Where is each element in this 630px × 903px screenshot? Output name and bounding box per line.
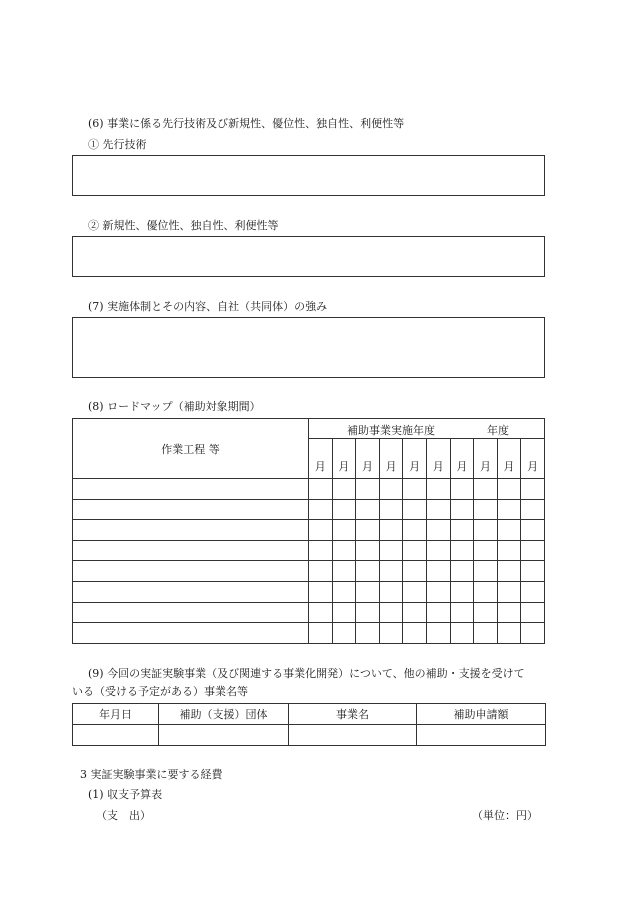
section6-novelty-label: ② 新規性、優位性、独自性、利便性等 [88,219,279,232]
month-cell[interactable] [356,581,380,602]
month-cell[interactable] [309,602,333,623]
month-cell[interactable] [379,623,403,644]
novelty-input-box[interactable] [72,236,545,277]
month-cell[interactable] [497,602,521,623]
month-cell[interactable] [379,581,403,602]
month-cell[interactable] [309,540,333,561]
month-cell[interactable] [521,581,545,602]
month-header: 月 [450,439,474,479]
month-header: 月 [521,439,545,479]
month-cell[interactable] [309,520,333,541]
section9-heading-line1: (9) 今回の実証実験事業（及び関連する事業化開発）について、他の補助・支援を受けて [88,667,525,680]
column-header-date: 年月日 [73,704,159,725]
month-cell[interactable] [309,479,333,500]
column-header-amount: 補助申請額 [417,704,546,725]
roadmap-row [73,499,545,520]
month-cell[interactable] [450,581,474,602]
section6-heading: (6) 事業に係る先行技術及び新規性、優位性、独自性、利便性等 [88,117,405,130]
month-cell[interactable] [497,499,521,520]
month-header: 月 [332,439,356,479]
roadmap-row [73,602,545,623]
month-cell[interactable] [521,561,545,582]
roadmap-row [73,581,545,602]
structure-input-box[interactable] [72,317,545,378]
month-cell[interactable] [403,602,427,623]
roadmap-row [73,479,545,500]
month-cell[interactable] [497,561,521,582]
section3-heading: 3 実証実験事業に要する経費 [80,768,223,781]
work-process-cell[interactable] [73,499,309,520]
month-cell[interactable] [403,540,427,561]
month-cell[interactable] [403,479,427,500]
month-cell[interactable] [521,540,545,561]
month-cell[interactable] [379,499,403,520]
year-suffix-label: 年度 [487,424,509,437]
subsidy-header-row [73,704,546,725]
column-header-project-name: 事業名 [289,704,417,725]
work-process-header: 作業工程 等 [73,419,309,479]
month-cell[interactable] [450,499,474,520]
month-cell[interactable] [450,602,474,623]
month-cell[interactable] [332,499,356,520]
month-cell[interactable] [356,499,380,520]
month-cell[interactable] [332,602,356,623]
month-cell[interactable] [450,479,474,500]
roadmap-row [73,540,545,561]
month-header: 月 [474,439,498,479]
roadmap-row [73,623,545,644]
month-cell[interactable] [497,581,521,602]
month-cell[interactable] [379,520,403,541]
month-cell[interactable] [332,479,356,500]
work-process-cell[interactable] [73,561,309,582]
month-cell[interactable] [356,479,380,500]
expense-label: （支 出） [96,809,151,822]
month-header: 月 [379,439,403,479]
month-cell[interactable] [497,520,521,541]
month-cell[interactable] [309,499,333,520]
month-cell[interactable] [426,499,450,520]
month-header: 月 [356,439,380,479]
month-cell[interactable] [426,581,450,602]
month-cell[interactable] [332,540,356,561]
month-cell[interactable] [332,520,356,541]
month-cell[interactable] [521,623,545,644]
month-cell[interactable] [426,540,450,561]
month-cell[interactable] [497,540,521,561]
month-header: 月 [309,439,333,479]
month-cell[interactable] [474,602,498,623]
work-process-cell[interactable] [73,623,309,644]
month-cell[interactable] [379,602,403,623]
roadmap-row [73,561,545,582]
work-process-cell[interactable] [73,520,309,541]
other-subsidy-table [72,703,546,746]
month-cell[interactable] [356,623,380,644]
month-cell[interactable] [450,561,474,582]
month-cell[interactable] [450,520,474,541]
month-cell[interactable] [521,602,545,623]
roadmap-table [72,418,545,644]
section8-heading: (8) ロードマップ（補助対象期間） [88,400,261,413]
month-cell[interactable] [356,520,380,541]
subsidy-entry-row [73,725,546,746]
month-cell[interactable] [426,479,450,500]
month-cell[interactable] [379,561,403,582]
work-process-cell[interactable] [73,581,309,602]
prior-art-input-box[interactable] [72,155,545,196]
month-cell[interactable] [497,623,521,644]
month-cell[interactable] [426,623,450,644]
month-cell[interactable] [474,520,498,541]
month-cell[interactable] [403,499,427,520]
month-cell[interactable] [426,561,450,582]
work-process-cell[interactable] [73,540,309,561]
month-cell[interactable] [474,540,498,561]
month-cell[interactable] [474,561,498,582]
unit-label: （単位：円） [472,809,538,822]
section9-heading-line2: いる（受ける予定がある）事業名等 [72,685,248,698]
month-cell[interactable] [403,623,427,644]
month-cell[interactable] [332,561,356,582]
month-cell[interactable] [403,581,427,602]
month-cell[interactable] [309,561,333,582]
work-process-cell[interactable] [73,479,309,500]
month-cell[interactable] [450,540,474,561]
budget-table-label: (1) 収支予算表 [88,788,163,801]
section7-heading: (7) 実施体制とその内容、自社（共同体）の強み [88,300,328,313]
month-cell[interactable] [379,479,403,500]
roadmap-row [73,520,545,541]
month-cell[interactable] [309,581,333,602]
month-cell[interactable] [426,602,450,623]
month-cell[interactable] [521,479,545,500]
section6-prior-art-label: ① 先行技術 [88,138,147,151]
month-header: 月 [403,439,427,479]
fiscal-year-header [309,419,545,439]
month-cell[interactable] [356,602,380,623]
month-cell[interactable] [521,520,545,541]
month-cell[interactable] [474,581,498,602]
month-cell[interactable] [474,499,498,520]
month-cell[interactable] [403,520,427,541]
amount-cell[interactable] [417,725,546,746]
month-cell[interactable] [521,499,545,520]
month-cell[interactable] [356,540,380,561]
month-cell[interactable] [356,561,380,582]
month-cell[interactable] [332,581,356,602]
month-cell[interactable] [474,479,498,500]
month-cell[interactable] [403,561,427,582]
column-header-organization: 補助（支援）団体 [159,704,289,725]
fiscal-year-label: 補助事業実施年度 [347,424,435,437]
project-name-cell[interactable] [289,725,417,746]
work-process-cell[interactable] [73,602,309,623]
month-cell[interactable] [474,623,498,644]
month-header: 月 [497,439,521,479]
organization-cell[interactable] [159,725,289,746]
month-header: 月 [426,439,450,479]
month-cell[interactable] [332,623,356,644]
month-cell[interactable] [426,520,450,541]
month-cell[interactable] [497,479,521,500]
month-cell[interactable] [309,623,333,644]
date-cell[interactable] [73,725,159,746]
month-cell[interactable] [379,540,403,561]
month-cell[interactable] [450,623,474,644]
